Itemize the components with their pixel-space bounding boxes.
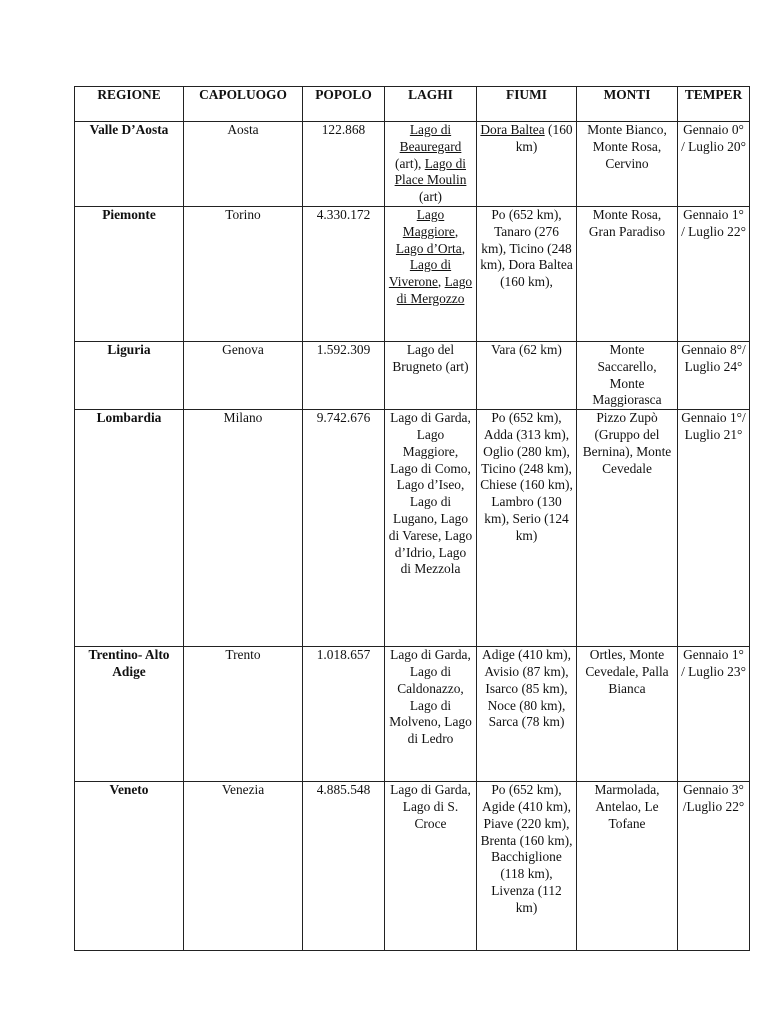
cell-laghi: [385, 410, 477, 647]
cell-popolo: 1.592.309: [303, 341, 385, 409]
cell-capoluogo: Genova: [184, 341, 303, 409]
cell-laghi-text: Lago di Mergozzo: [396, 274, 473, 306]
cell-fiumi-text: Vara (62 km): [491, 341, 562, 357]
cell-laghi-text: ,: [461, 240, 466, 256]
header-capoluogo: CAPOLUOGO: [184, 87, 303, 122]
regions-table: [74, 86, 750, 951]
cell-fiumi: [477, 341, 577, 409]
cell-laghi-text: Lago di Garda, Lago di Caldonazzo, Lago di Molveno, Lago di Ledro: [389, 647, 472, 747]
cell-monti: Monte Bianco, Monte Rosa, Cervino: [577, 122, 678, 207]
cell-laghi-text: Lago di Viverone: [388, 257, 452, 290]
cell-temper: Gennaio 1°/ Luglio 21°: [678, 410, 750, 647]
cell-popolo: 122.868: [303, 122, 385, 207]
cell-laghi-text: Lago di Garda, Lago di S. Croce: [390, 782, 471, 831]
cell-popolo: 4.330.172: [303, 206, 385, 341]
table-row: [75, 122, 750, 207]
header-row: [75, 87, 750, 122]
header-fiumi: FIUMI: [477, 87, 577, 122]
table-row: [75, 782, 750, 951]
header-popolo: POPOLO: [303, 87, 385, 122]
cell-laghi: [385, 782, 477, 951]
cell-fiumi-text: Po (652 km), Agide (410 km), Piave (220 km), Brenta (160 km), Bacchiglione (118 km), Livenza (112 km): [480, 782, 573, 915]
cell-laghi-text: Lago del Brugneto (art): [392, 341, 469, 374]
cell-fiumi-text: (160 km): [515, 122, 573, 154]
cell-laghi: [385, 122, 477, 207]
cell-popolo: 4.885.548: [303, 782, 385, 951]
cell-popolo: 1.018.657: [303, 647, 385, 782]
cell-laghi-text: Lago d’Orta: [395, 240, 462, 256]
cell-temper: Gennaio 8°/ Luglio 24°: [678, 341, 750, 409]
cell-laghi-text: Lago di Beauregard: [399, 122, 462, 154]
cell-monti: Monte Saccarello, Monte Maggiorasca: [577, 341, 678, 409]
cell-laghi-text: Lago Maggiore: [402, 206, 455, 239]
cell-popolo: 9.742.676: [303, 410, 385, 647]
cell-capoluogo: Milano: [184, 410, 303, 647]
cell-capoluogo: Aosta: [184, 122, 303, 207]
header-temper: TEMPER: [678, 87, 750, 122]
cell-capoluogo: Torino: [184, 206, 303, 341]
cell-laghi-text: (art),: [394, 155, 425, 171]
cell-regione: Trentino- Alto Adige: [75, 647, 184, 782]
cell-fiumi-text: Po (652 km), Tanaro (276 km), Ticino (248 km), Dora Baltea (160 km),: [480, 206, 573, 290]
table-row: [75, 647, 750, 782]
table-row: [75, 206, 750, 341]
cell-laghi-text: (art): [418, 189, 443, 205]
cell-temper: Gennaio 3° /Luglio 22°: [678, 782, 750, 951]
cell-monti: Monte Rosa, Gran Paradiso: [577, 206, 678, 341]
cell-monti: Pizzo Zupò (Gruppo del Bernina), Monte Cevedale: [577, 410, 678, 647]
cell-laghi-text: Lago di Garda, Lago Maggiore, Lago di Como, Lago d’Iseo, Lago di Lugano, Lago di Varese, Lago d’Idrio, Lago di Mezzola: [388, 410, 473, 577]
cell-laghi: [385, 341, 477, 409]
cell-laghi: [385, 206, 477, 341]
cell-laghi-text: ,: [454, 223, 459, 239]
cell-laghi-text: Lago di Place Moulin: [394, 155, 467, 188]
cell-fiumi: [477, 410, 577, 647]
table-row: [75, 341, 750, 409]
cell-temper: Gennaio 1° / Luglio 23°: [678, 647, 750, 782]
table-row: [75, 410, 750, 647]
cell-temper: Gennaio 1° / Luglio 22°: [678, 206, 750, 341]
header-regione: REGIONE: [75, 87, 184, 122]
cell-fiumi-text: Dora Baltea: [480, 122, 545, 137]
header-monti: MONTI: [577, 87, 678, 122]
cell-fiumi: [477, 647, 577, 782]
header-laghi: LAGHI: [385, 87, 477, 122]
cell-regione: Piemonte: [75, 206, 184, 341]
cell-fiumi: [477, 206, 577, 341]
cell-regione: Liguria: [75, 341, 184, 409]
cell-temper: Gennaio 0° / Luglio 20°: [678, 122, 750, 207]
cell-capoluogo: Venezia: [184, 782, 303, 951]
cell-regione: Lombardia: [75, 410, 184, 647]
cell-regione: Valle D’Aosta: [75, 122, 184, 207]
cell-laghi-text: ,: [437, 274, 445, 290]
table-body: [75, 122, 750, 951]
cell-monti: Marmolada, Antelao, Le Tofane: [577, 782, 678, 951]
cell-laghi: [385, 647, 477, 782]
cell-monti: Ortles, Monte Cevedale, Palla Bianca: [577, 647, 678, 782]
cell-capoluogo: Trento: [184, 647, 303, 782]
cell-fiumi-text: Po (652 km), Adda (313 km), Oglio (280 km), Ticino (248 km), Chiese (160 km), Lambro (130 km), Serio (124 km): [480, 410, 573, 543]
cell-fiumi: [477, 782, 577, 951]
cell-fiumi: [477, 122, 577, 207]
cell-fiumi-text: Adige (410 km), Avisio (87 km), Isarco (85 km), Noce (80 km), Sarca (78 km): [482, 647, 571, 730]
cell-regione: Veneto: [75, 782, 184, 951]
